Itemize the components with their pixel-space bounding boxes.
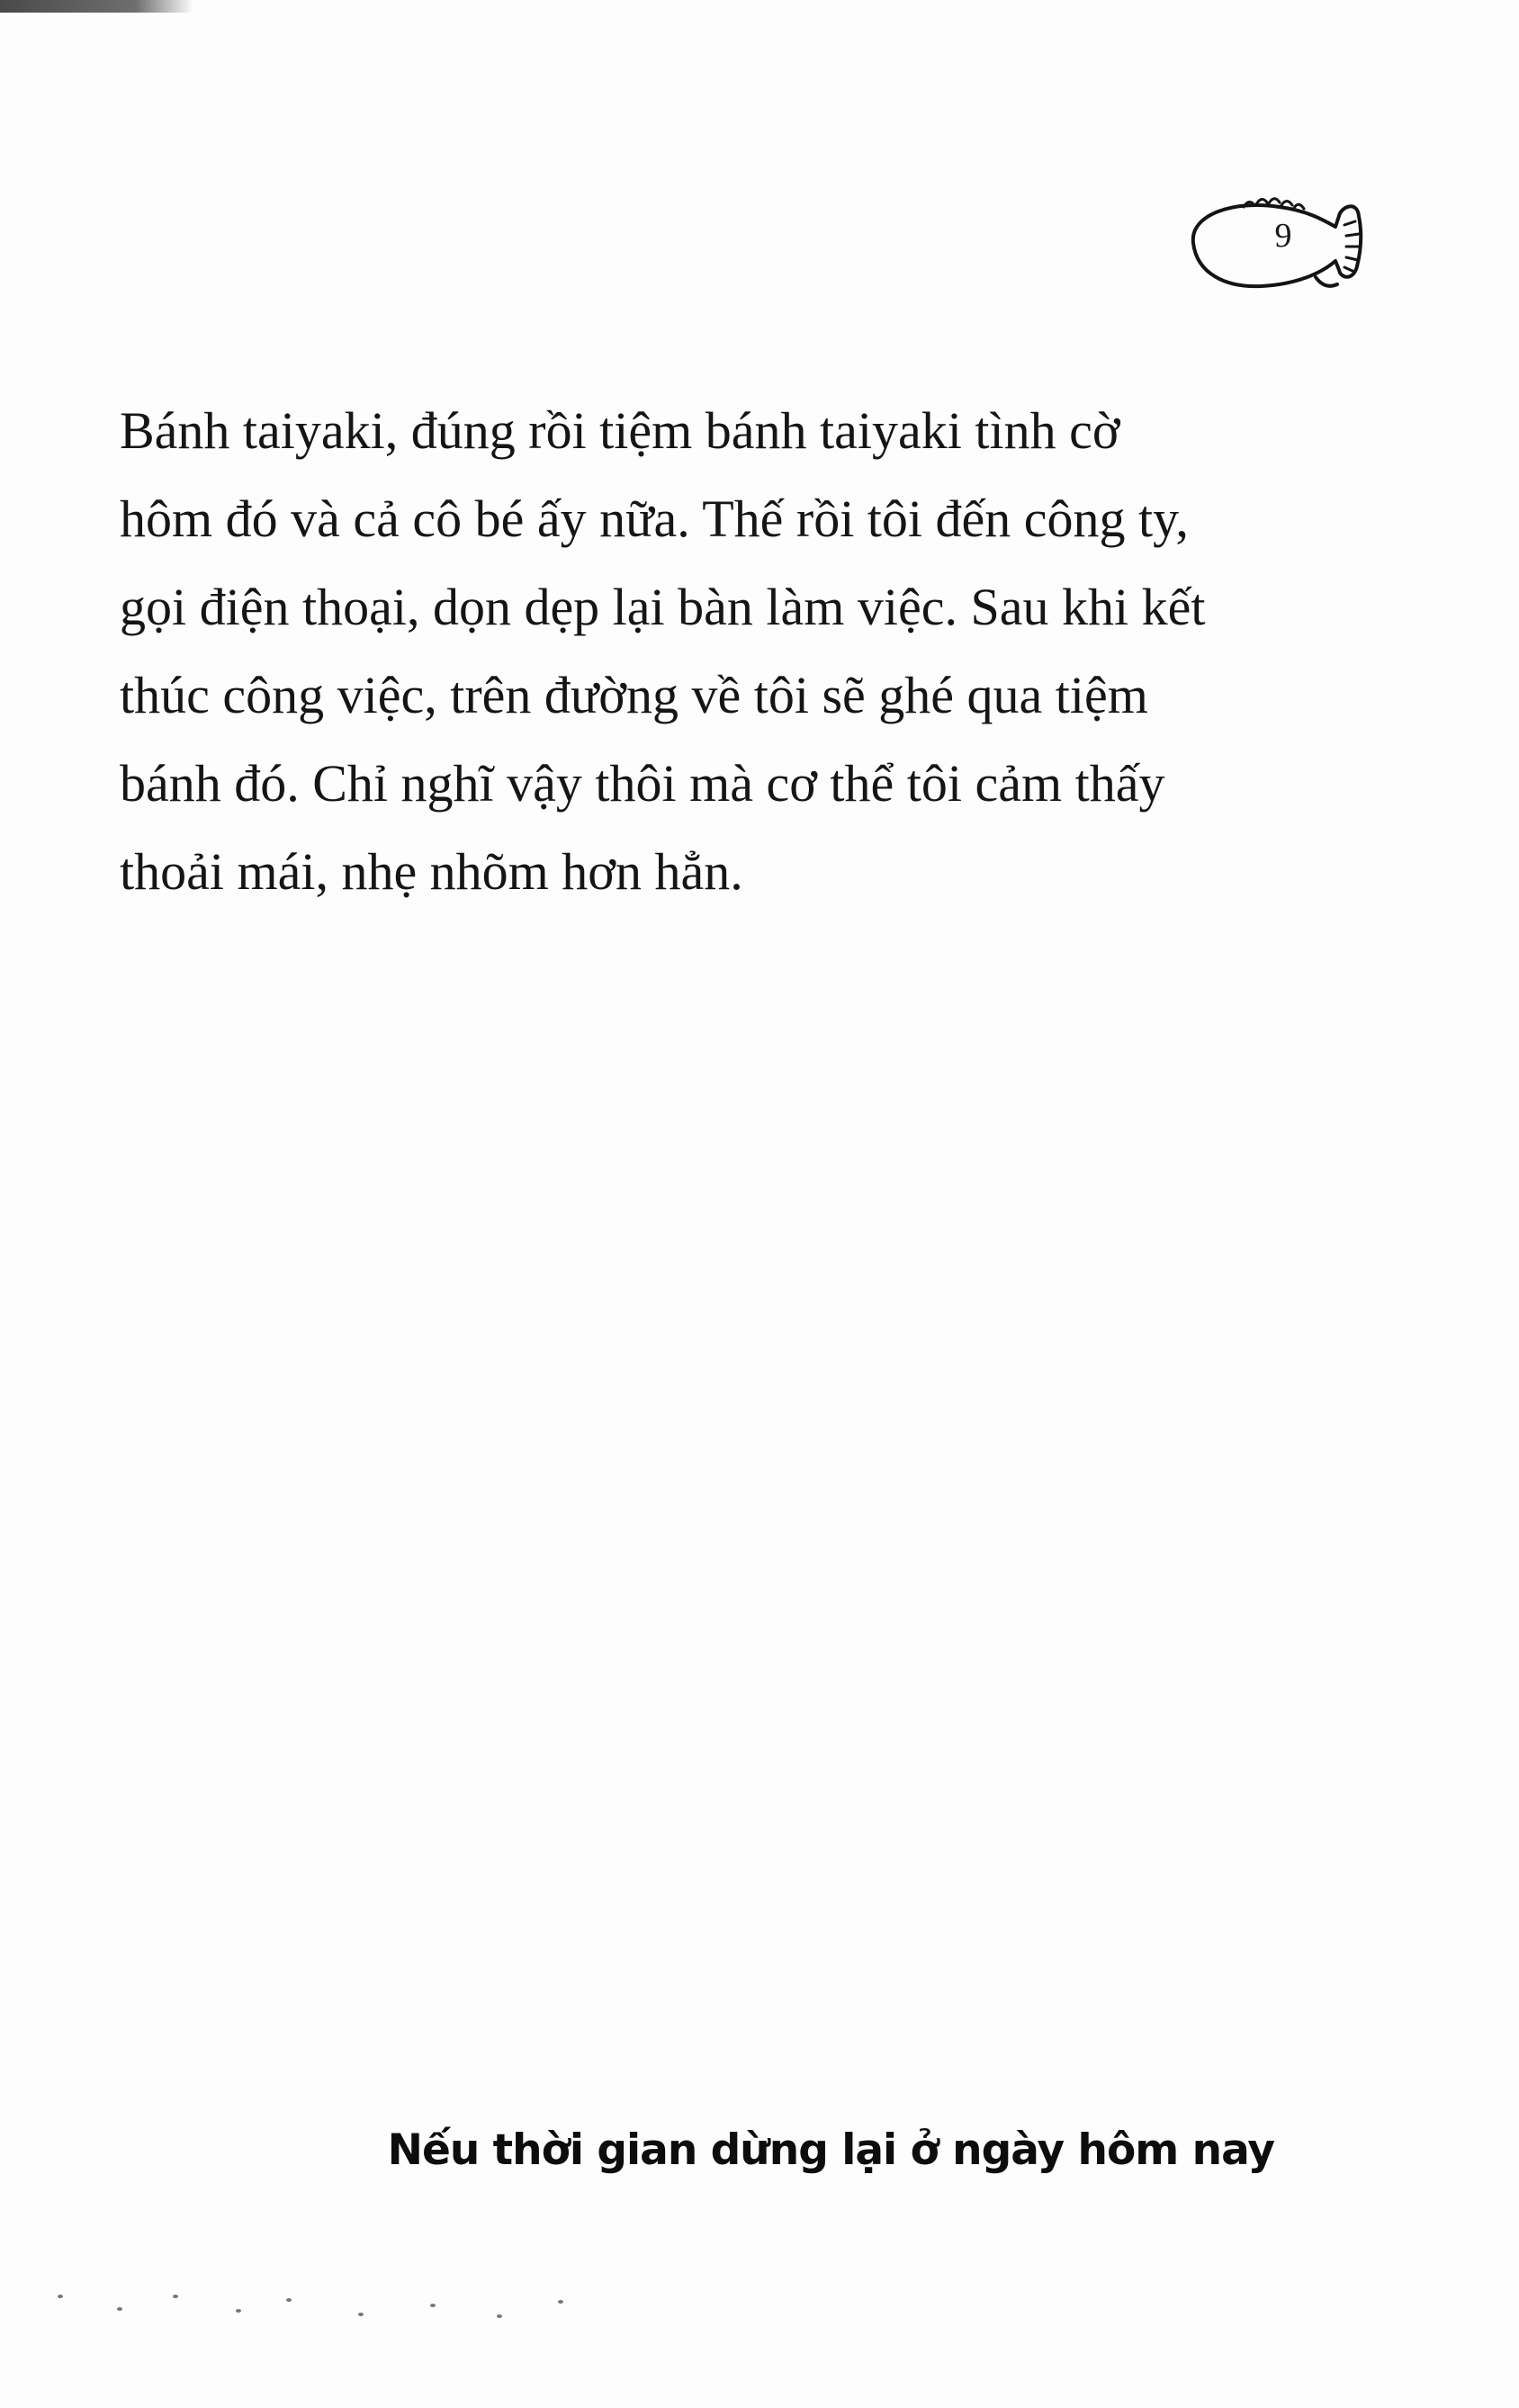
page-number-marker [1181,180,1370,306]
scan-speckles [0,2277,630,2331]
paragraph-line: thúc công việc, trên đường về tôi sẽ ghé qua tiệm [120,666,1148,724]
speck [58,2295,63,2298]
speck [286,2298,292,2302]
speck [430,2304,436,2307]
paragraph-line: bánh đó. Chỉ nghĩ vậy thôi mà cơ thể tôi cảm thấy [120,754,1165,813]
page-number: 9 [1274,217,1292,255]
paragraph-line: thoải mái, nhẹ nhõm hơn hẳn. [120,842,743,901]
speck [117,2307,122,2311]
speck [236,2309,241,2313]
speck [558,2300,563,2304]
speck [497,2314,502,2318]
paragraph-line: Bánh taiyaki, đúng rồi tiệm bánh taiyaki tình cờ [120,401,1120,460]
scan-edge-mark [0,0,193,13]
body-paragraph [120,387,1290,916]
running-footer-title: Nếu thời gian dừng lại ở ngày hôm nay [387,2125,1274,2175]
paragraph-line: hôm đó và cả cô bé ấy nữa. Thế rồi tôi đến công ty, [120,490,1189,548]
paragraph-line: gọi điện thoại, dọn dẹp lại bàn làm việc. Sau khi kết [120,578,1206,636]
speck [358,2313,364,2316]
speck [173,2295,178,2298]
